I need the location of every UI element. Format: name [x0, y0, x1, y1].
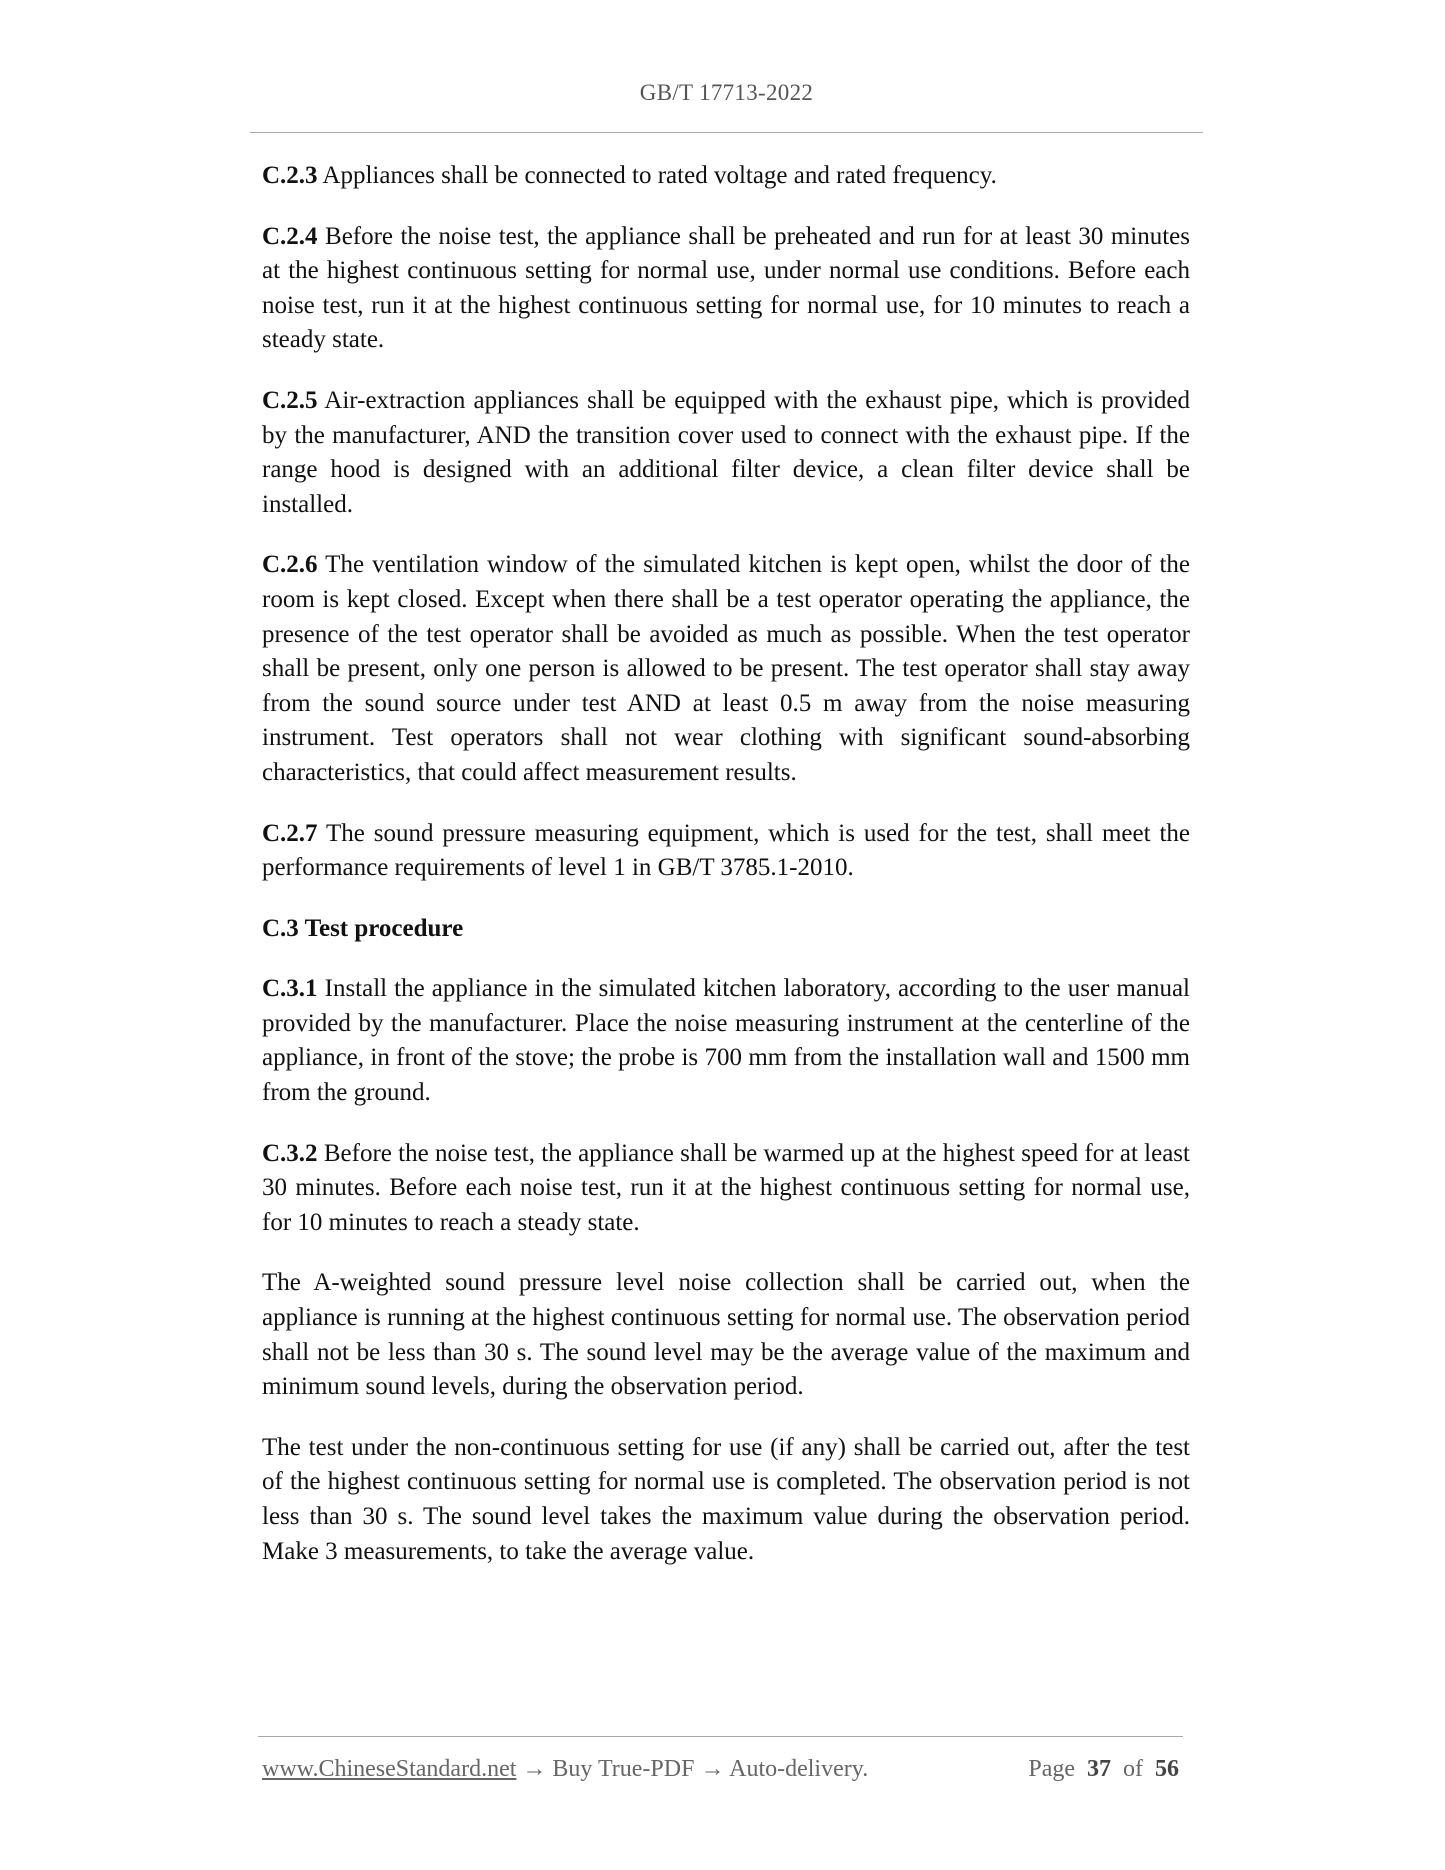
- clause-c-3-1: [262, 972, 1190, 1110]
- clause-number: C.2.4: [262, 222, 318, 250]
- website-link[interactable]: www.ChineseStandard.net: [262, 1756, 517, 1782]
- clause-number: C.3.1: [262, 975, 318, 1003]
- header-divider: [250, 132, 1203, 133]
- section-heading: C.3 Test procedure: [262, 914, 464, 942]
- clause-c-2-4: [262, 220, 1190, 358]
- clause-number: C.2.3: [262, 162, 318, 189]
- clause-number: C.2.6: [262, 551, 318, 579]
- footer-promo: [262, 1756, 868, 1783]
- page-indicator: [1028, 1756, 1179, 1783]
- clause-text: Air-extraction appliances shall be equipped with the exhaust pipe, which is provided by the manufacturer, AND the transition cover used to connect with the exhaust pipe. If the range hood is designed with an additional filter device, a clean filter device shall be installed.: [262, 386, 1190, 518]
- clause-c-2-3: [262, 159, 1190, 194]
- clause-number: C.2.7: [262, 819, 318, 847]
- body-paragraph: The test under the non-continuous setting for use (if any) shall be carried out, after the test of the highest continuous setting for normal use is completed. The observation period is not less than 30 s. The sound level takes the maximum value during the observation period. Make 3 measurements, to take the average value.: [262, 1433, 1190, 1565]
- clause-text: Appliances shall be connected to rated voltage and rated frequency.: [317, 162, 997, 189]
- page-header-title: GB/T 17713-2022: [639, 80, 814, 105]
- total-pages: 56: [1155, 1756, 1179, 1782]
- of-label: of: [1123, 1756, 1143, 1782]
- footer-divider: [258, 1736, 1183, 1737]
- clause-text: The ventilation window of the simulated kitchen is kept open, whilst the door of the room is kept closed. Except when there shall be a test operator operating the appliance, the presence of the test operator shall be avoided as much as possible. When the test operator shall be present, only one person is allowed to be present. The test operator shall stay away from the sound source under test AND at least 0.5 m away from the noise measuring instrument. Test operators shall not wear clothing with significant sound-absorbing characteristics, that could affect measurement results.: [262, 551, 1190, 786]
- page-label: Page: [1028, 1756, 1075, 1782]
- clause-number: C.3.2: [262, 1139, 318, 1167]
- body-paragraph: The A-weighted sound pressure level noise collection shall be carried out, when the appliance is running at the highest continuous setting for normal use. The observation period shall not be less than 30 s. The sound level may be the average value of the maximum and minimum sound levels, during the observation period.: [262, 1269, 1190, 1401]
- footer-promo-text: → Buy True-PDF → Auto-delivery.: [516, 1756, 869, 1782]
- clause-c-2-6: [262, 548, 1190, 790]
- document-body: [262, 159, 1190, 1595]
- clause-text: Before the noise test, the appliance shall be warmed up at the highest speed for at least 30 minutes. Before each noise test, run it at the highest continuous setting for normal use, for 10 minutes to reach a steady state.: [262, 1139, 1190, 1236]
- clause-text: Install the appliance in the simulated kitchen laboratory, according to the user manual provided by the manufacturer. Place the noise measuring instrument at the centerline of the appliance, in front of the stove; the probe is 700 mm from the installation wall and 1500 mm from the ground.: [262, 975, 1190, 1107]
- clause-c-3-2: [262, 1137, 1190, 1241]
- current-page-number: 37: [1087, 1756, 1111, 1782]
- clause-number: C.2.5: [262, 386, 318, 414]
- clause-text: The sound pressure measuring equipment, which is used for the test, shall meet the performance requirements of level 1 in GB/T 3785.1-2010.: [262, 819, 1190, 882]
- clause-c-2-5: [262, 384, 1190, 522]
- clause-c-2-7: [262, 817, 1190, 886]
- clause-text: Before the noise test, the appliance shall be preheated and run for at least 30 minutes at the highest continuous setting for normal use, under normal use conditions. Before each noise test, run it at the highest continuous setting for normal use, for 10 minutes to reach a steady state.: [262, 222, 1190, 354]
